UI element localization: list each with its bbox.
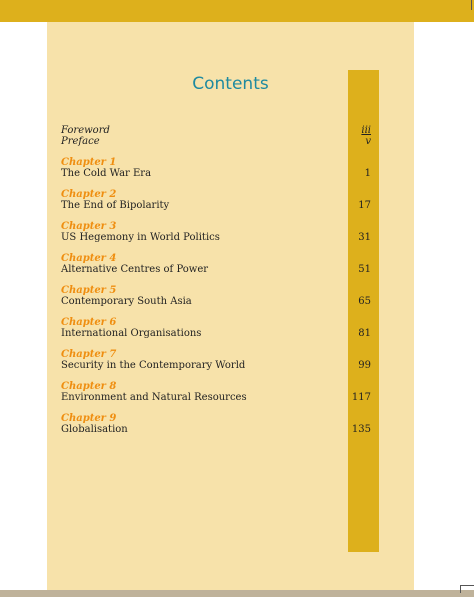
crop-mark [460,585,474,586]
toc-entry-chapter-6[interactable] [61,317,371,341]
chapter-label: Chapter 5 [61,285,117,296]
toc-entry-front-matter[interactable] [61,125,371,149]
toc-entry-chapter-4[interactable] [61,253,371,277]
toc-entry-chapter-3[interactable] [61,221,371,245]
chapter-page-number: 117 [351,392,371,403]
chapter-page-number: 17 [358,200,371,211]
chapter-page-number: 99 [358,360,371,371]
chapter-page-number: 65 [358,296,371,307]
chapter-label: Chapter 3 [61,221,117,232]
chapter-label: Chapter 7 [61,349,117,360]
toc-entry-chapter-5[interactable] [61,285,371,309]
chapter-label: Chapter 1 [61,157,117,168]
preface-page-number: v [365,136,371,147]
chapter-page-number: 135 [351,424,371,435]
top-color-band [0,0,474,22]
bottom-border-bar [0,590,474,597]
chapter-title: International Organisations [61,328,202,339]
chapter-label: Chapter 6 [61,317,117,328]
toc-entry-chapter-2[interactable] [61,189,371,213]
crop-mark [460,585,461,593]
foreword-label: Foreword [61,125,110,136]
chapter-title: The End of Bipolarity [61,200,170,211]
page-title: Contents [192,74,269,94]
chapter-label: Chapter 9 [61,413,117,424]
chapter-page-number: 1 [364,168,371,179]
chapter-title: US Hegemony in World Politics [61,232,220,243]
chapter-label: Chapter 8 [61,381,117,392]
chapter-title: The Cold War Era [61,168,152,179]
chapter-page-number: 31 [358,232,371,243]
chapter-title: Environment and Natural Resources [61,392,247,403]
chapter-title: Alternative Centres of Power [61,264,209,275]
toc-entry-chapter-8[interactable] [61,381,371,405]
toc-entry-chapter-7[interactable] [61,349,371,373]
chapter-label: Chapter 2 [61,189,117,200]
chapter-title: Security in the Contemporary World [61,360,246,371]
chapter-page-number: 51 [358,264,371,275]
chapter-title: Globalisation [61,424,128,435]
chapter-title: Contemporary South Asia [61,296,192,307]
foreword-page-number: iii [361,125,371,136]
crop-mark [471,0,472,10]
chapter-page-number: 81 [358,328,371,339]
toc-entry-chapter-9[interactable] [61,413,371,437]
chapter-label: Chapter 4 [61,253,117,264]
preface-label: Preface [61,136,100,147]
toc-entry-chapter-1[interactable] [61,157,371,181]
